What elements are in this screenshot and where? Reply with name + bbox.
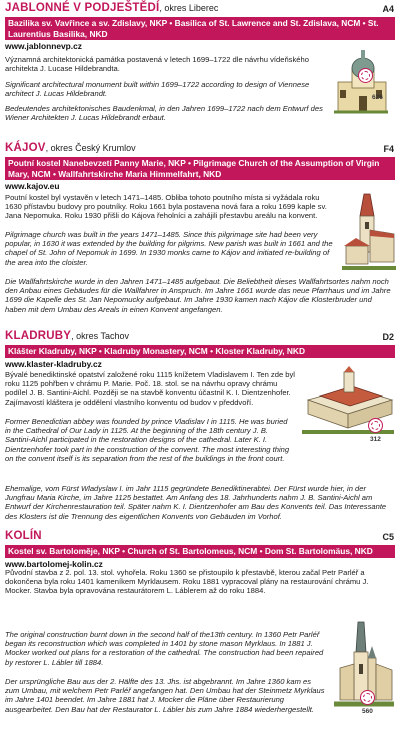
- page-number: 560: [362, 708, 373, 715]
- place-title: KÁJOV, okres Český Krumlov: [5, 142, 136, 154]
- text-en: Pilgrimage church was built in the years 1471–1485. Since this pilgrimage site had been very popular, in 1630 it was extended by the building for pilgrims. New parish was built in 1661 and the chapel of St. John of Nepomuk in 1699. In 1930 monks came to Kájov and initiated re-building of the area into the cloister.: [5, 230, 333, 267]
- monument-bar: Bazilika sv. Vavřince a sv. Zdislavy, NKP • Basilica of St. Lawrence and St. Zdislava, NCM • St. Laurentius Basilika, NKD: [5, 17, 395, 40]
- map-code: A4: [382, 4, 394, 14]
- map-code: C5: [382, 532, 394, 542]
- text-de: Die Wallfahrtskirche wurde in den Jahren 1471–1485 aufgebaut. Die Beliebtheit dieses Wallfahrtsortes nahm noch den Anbau eines Gebäudes für die Wallfahrer in Anspruch. Im Jahre 1661 wurde das neue Pfarrhaus und im Jahre 1699 die Kapelle des St. Jan Nepomucky aufgebaut. Im Jahre 1930 kamen nach Kájov die Klosterbruder und haben mit dem Umbau des Areals in einen Konvent angefangen.: [5, 277, 391, 314]
- website-link[interactable]: www.bartolomej-kolin.cz: [5, 558, 103, 569]
- monument-bar: Poutní kostel Nanebevzetí Panny Marie, NKP • Pilgrimage Church of the Assumption of Virgin Mary, NCM • Wallfahrtskirche Maria Himmelfahrt, NKD: [5, 157, 395, 180]
- text-de: Bedeutendes architektonisches Baudenkmal, in den Jahren 1699–1722 nach dem Entwurf des Wiener Architekten J. Lucas Hildebrandt erbaut.: [5, 104, 323, 123]
- website-link[interactable]: www.klaster-kladruby.cz: [5, 358, 102, 369]
- entry-kladruby: [0, 330, 400, 369]
- text-cz: Významná architektonická památka postavená v letech 1699–1722 dle návrhu vídeňského architekta J. Lucase Hildebrandta.: [5, 55, 309, 74]
- text-cz: Původní stavba z 2. pol. 13. stol. vyhořela. Roku 1360 se přistoupilo k přestavbě, kterou začal Petr Parléř a dokončena byla roku 1401 kameníkem Myrklausem. Roku 1881 vypracoval plány na restaurování chrámu J. Mocker. Stavba byla opravována restaurátorem L. Láblerem až do roku 1884.: [5, 568, 369, 596]
- basilica-illustration: [330, 48, 392, 118]
- text-en: The original construction burnt down in the second half of the13th century. In 1360 Petr Parléř began its reconstruction which was completed in 1401 by stone mason Myrklaus. In 1881 J. Mocker worked out plans for a restoration of the cathedral. The construction had been repaired by restorer L. Lábler till 1884.: [5, 630, 324, 667]
- district: , okres Český Krumlov: [45, 143, 136, 153]
- website-link[interactable]: www.kajov.eu: [5, 181, 60, 191]
- website-link[interactable]: www.jablonnevp.cz: [5, 41, 82, 51]
- map-code: D2: [382, 332, 394, 342]
- text-cz: Bývalé benediktinské opatství založené roku 1115 knížetem Vladislavem I. Ten zde byl roku 1125 pohřben v chrámu P. Marie. Poč. 18. stol. se na návrhu opravy chrámu podílel J. B. Santini-Aichl. Později se na stavbě konventu účastnil K. I. Dientzenhofer. Zajímavostí kláštera je oddělení vlastního konventu od budov v předdvoří.: [5, 370, 295, 407]
- place-title: KOLÍN: [5, 530, 42, 542]
- text-cz: Poutní kostel byl vystavěn v letech 1471–1485. Obliba tohoto poutního místa si vyžádala roku 1630 přístavbu budovy pro poutníky. Roku 1661 byla postavena nová fara a roku 1699 kaple sv. Jana Nepomuka. Roku 1930 přišli do Kájova řeholníci a zahájili přestavbu areálu na konvent.: [5, 193, 327, 221]
- map-pin-icon: [368, 418, 383, 433]
- place-title: JABLONNÉ V PODJEŠTĚDÍ, okres Liberec: [5, 2, 219, 14]
- text-en: Significant architectural monument built within 1699–1722 according to design of Viennese architect J. Lucas Hildebrandt.: [5, 80, 310, 99]
- text-de: Ehemalige, vom Fürst Wladyslaw I. im Jahr 1115 gegründete Benediktinerabtei. Der Fürst wurde hier, in der Jungfrau Maria Kirche, im Jahre 1125 bestattet. Am Anfang des 18. Jahrhunderts nahm J. B. Santini-Aichl am Entwurf der Kirchenrestauration teil. Später nahm K. I. Dientzenhofer am Bau des Konvents teil. Das Interessante des Klosters ist die Trennung des eigentlichen Konvents von Gebäuden im Vorhof.: [5, 484, 387, 521]
- page-number: 312: [370, 436, 381, 443]
- church-illustration: [340, 190, 396, 276]
- map-code: F4: [383, 144, 394, 154]
- monument-bar: Kostel sv. Bartoloměje, NKP • Church of St. Bartolomeus, NCM • Dom St. Bartolomäus, NKD: [5, 545, 395, 558]
- map-pin-icon: [358, 68, 373, 83]
- map-pin-icon: [360, 690, 375, 705]
- place-title: KLADRUBY, okres Tachov: [5, 330, 129, 342]
- entry-kajov: [0, 142, 400, 191]
- text-de: Der ursprüngliche Bau aus der 2. Hälfte des 13. Jhs. ist abgebrannt. Im Jahre 1360 kam es zum Umbau, mit welchem Petr Parléř angefangen hat. Den Umbau hat der Steinmetz Myrklaus im Jahre 1401 beendet. Im Jahre 1881 hat J. Mocker die Pläne über Restaurierung ausgearbeitet. Den Bau hat der Restaurator L. Lábler bis zum Jahre 1884 wiederhergestellt.: [5, 677, 325, 714]
- entry-kolin: [0, 530, 400, 569]
- entry-jablonne: [0, 2, 400, 51]
- page-number: 626: [372, 94, 383, 101]
- text-en: Former Benedictian abbey was founded by prince Vladislav I in 1115. He was buried in the Cathedral of Our Lady in 1125. At the beginning of the 18th century J. B. Santini-Aichl participated in the restoration designs of the cathedral. Later K. I. Dientzenhofer took part in the construction of the convent. The most interesting thing on the convent itself is its separation from the rest of the buildings in the front court.: [5, 417, 290, 463]
- district: , okres Liberec: [159, 3, 219, 13]
- monument-bar: Klášter Kladruby, NKP • Kladruby Monastery, NCM • Kloster Kladruby, NKD: [5, 345, 395, 358]
- district: , okres Tachov: [71, 331, 129, 341]
